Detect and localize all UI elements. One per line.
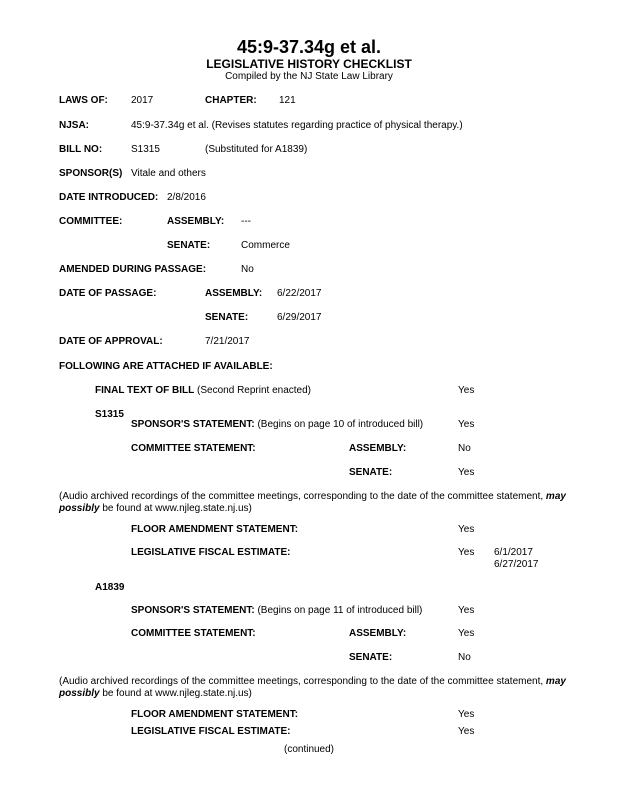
final-text-note: (Second Reprint enacted) <box>197 385 312 396</box>
a1839-sponsor-note: (Begins on page 11 of introduced bill) <box>257 605 423 616</box>
a1839-committee-senate-label: SENATE: <box>349 652 393 663</box>
s1315-fiscal-label: LEGISLATIVE FISCAL ESTIMATE: <box>131 547 291 558</box>
continued-footer: (continued) <box>283 744 335 755</box>
passage-label: DATE OF PASSAGE: <box>59 288 157 299</box>
bill-no-value: S1315 <box>131 144 160 155</box>
s1315-fiscal-value: Yes <box>458 547 475 558</box>
document-subtitle: LEGISLATIVE HISTORY CHECKLIST <box>206 57 412 71</box>
amended-label: AMENDED DURING PASSAGE: <box>59 264 207 275</box>
committee-assembly-label: ASSEMBLY: <box>167 216 225 227</box>
s1315-sponsor-label: SPONSOR'S STATEMENT: <box>131 419 255 430</box>
approval-label: DATE OF APPROVAL: <box>59 336 163 347</box>
s1315-floor-label: FLOOR AMENDMENT STATEMENT: <box>131 524 299 535</box>
bill-no-label: BILL NO: <box>59 144 103 155</box>
committee-assembly-value: --- <box>241 216 251 227</box>
committee-senate-value: Commerce <box>241 240 290 251</box>
document-title: 45:9-37.34g et al. <box>236 37 382 57</box>
audio-note-2-emphasis: may possibly <box>59 676 566 699</box>
s1315-committee-assembly-label: ASSEMBLY: <box>349 443 407 454</box>
audio-note <box>59 491 604 515</box>
njsa-value: 45:9-37.34g et al. (Revises statutes regarding practice of physical therapy.) <box>131 120 463 131</box>
committee-label: COMMITTEE: <box>59 216 123 227</box>
audio-note-emphasis: may possibly <box>59 491 566 514</box>
audio-note-after: be found at www.njleg.state.nj.us) <box>102 503 252 514</box>
audio-note-2-before: (Audio archived recordings of the committee meetings, corresponding to the date of the committee statement, <box>59 676 544 687</box>
s1315-floor-value: Yes <box>458 524 475 535</box>
a1839-committee-assembly-value: Yes <box>458 628 475 639</box>
chapter-value: 121 <box>279 95 296 106</box>
s1315-committee-senate-label: SENATE: <box>349 467 393 478</box>
passage-senate-value: 6/29/2017 <box>277 312 322 323</box>
s1315-fiscal-date-2: 6/27/2017 <box>494 559 539 570</box>
sponsors-value: Vitale and others <box>131 168 206 179</box>
date-introduced-value: 2/8/2016 <box>167 192 206 203</box>
laws-of-value: 2017 <box>131 95 154 106</box>
committee-senate-label: SENATE: <box>167 240 211 251</box>
compiled-by: Compiled by the NJ State Law Library <box>225 71 393 82</box>
amended-value: No <box>241 264 254 275</box>
date-introduced-label: DATE INTRODUCED: <box>59 192 159 203</box>
final-text-row <box>95 385 311 397</box>
s1315-committee-senate-value: Yes <box>458 467 475 478</box>
a1839-committee-assembly-label: ASSEMBLY: <box>349 628 407 639</box>
s1315-committee-assembly-value: No <box>458 443 471 454</box>
s1315-sponsor-row <box>131 419 423 431</box>
a1839-sponsor-row <box>131 605 422 617</box>
s1315-heading: S1315 <box>95 409 124 420</box>
s1315-sponsor-value: Yes <box>458 419 475 430</box>
a1839-fiscal-label: LEGISLATIVE FISCAL ESTIMATE: <box>131 726 291 737</box>
approval-value: 7/21/2017 <box>205 336 250 347</box>
attached-heading: FOLLOWING ARE ATTACHED IF AVAILABLE: <box>59 361 273 372</box>
njsa-label: NJSA: <box>59 120 90 131</box>
a1839-heading: A1839 <box>95 582 125 593</box>
bill-no-note: (Substituted for A1839) <box>205 144 308 155</box>
passage-senate-label: SENATE: <box>205 312 249 323</box>
s1315-fiscal-date-1: 6/1/2017 <box>494 547 533 558</box>
passage-assembly-label: ASSEMBLY: <box>205 288 263 299</box>
a1839-fiscal-value: Yes <box>458 726 475 737</box>
laws-of-label: LAWS OF: <box>59 95 108 106</box>
chapter-label: CHAPTER: <box>205 95 257 106</box>
sponsors-label: SPONSOR(S) <box>59 168 123 179</box>
a1839-committee-label: COMMITTEE STATEMENT: <box>131 628 256 639</box>
s1315-sponsor-note: (Begins on page 10 of introduced bill) <box>257 419 424 430</box>
audio-note-before: (Audio archived recordings of the committee meetings, corresponding to the date of the committee statement, <box>59 491 544 502</box>
a1839-floor-value: Yes <box>458 709 475 720</box>
a1839-sponsor-label: SPONSOR'S STATEMENT: <box>131 605 255 616</box>
a1839-committee-senate-value: No <box>458 652 471 663</box>
audio-note-2-after: be found at www.njleg.state.nj.us) <box>102 688 252 699</box>
audio-note-2 <box>59 676 604 700</box>
s1315-committee-label: COMMITTEE STATEMENT: <box>131 443 256 454</box>
a1839-sponsor-value: Yes <box>458 605 475 616</box>
a1839-floor-label: FLOOR AMENDMENT STATEMENT: <box>131 709 299 720</box>
final-text-label: FINAL TEXT OF BILL <box>95 385 195 396</box>
passage-assembly-value: 6/22/2017 <box>277 288 322 299</box>
final-text-value: Yes <box>458 385 475 396</box>
